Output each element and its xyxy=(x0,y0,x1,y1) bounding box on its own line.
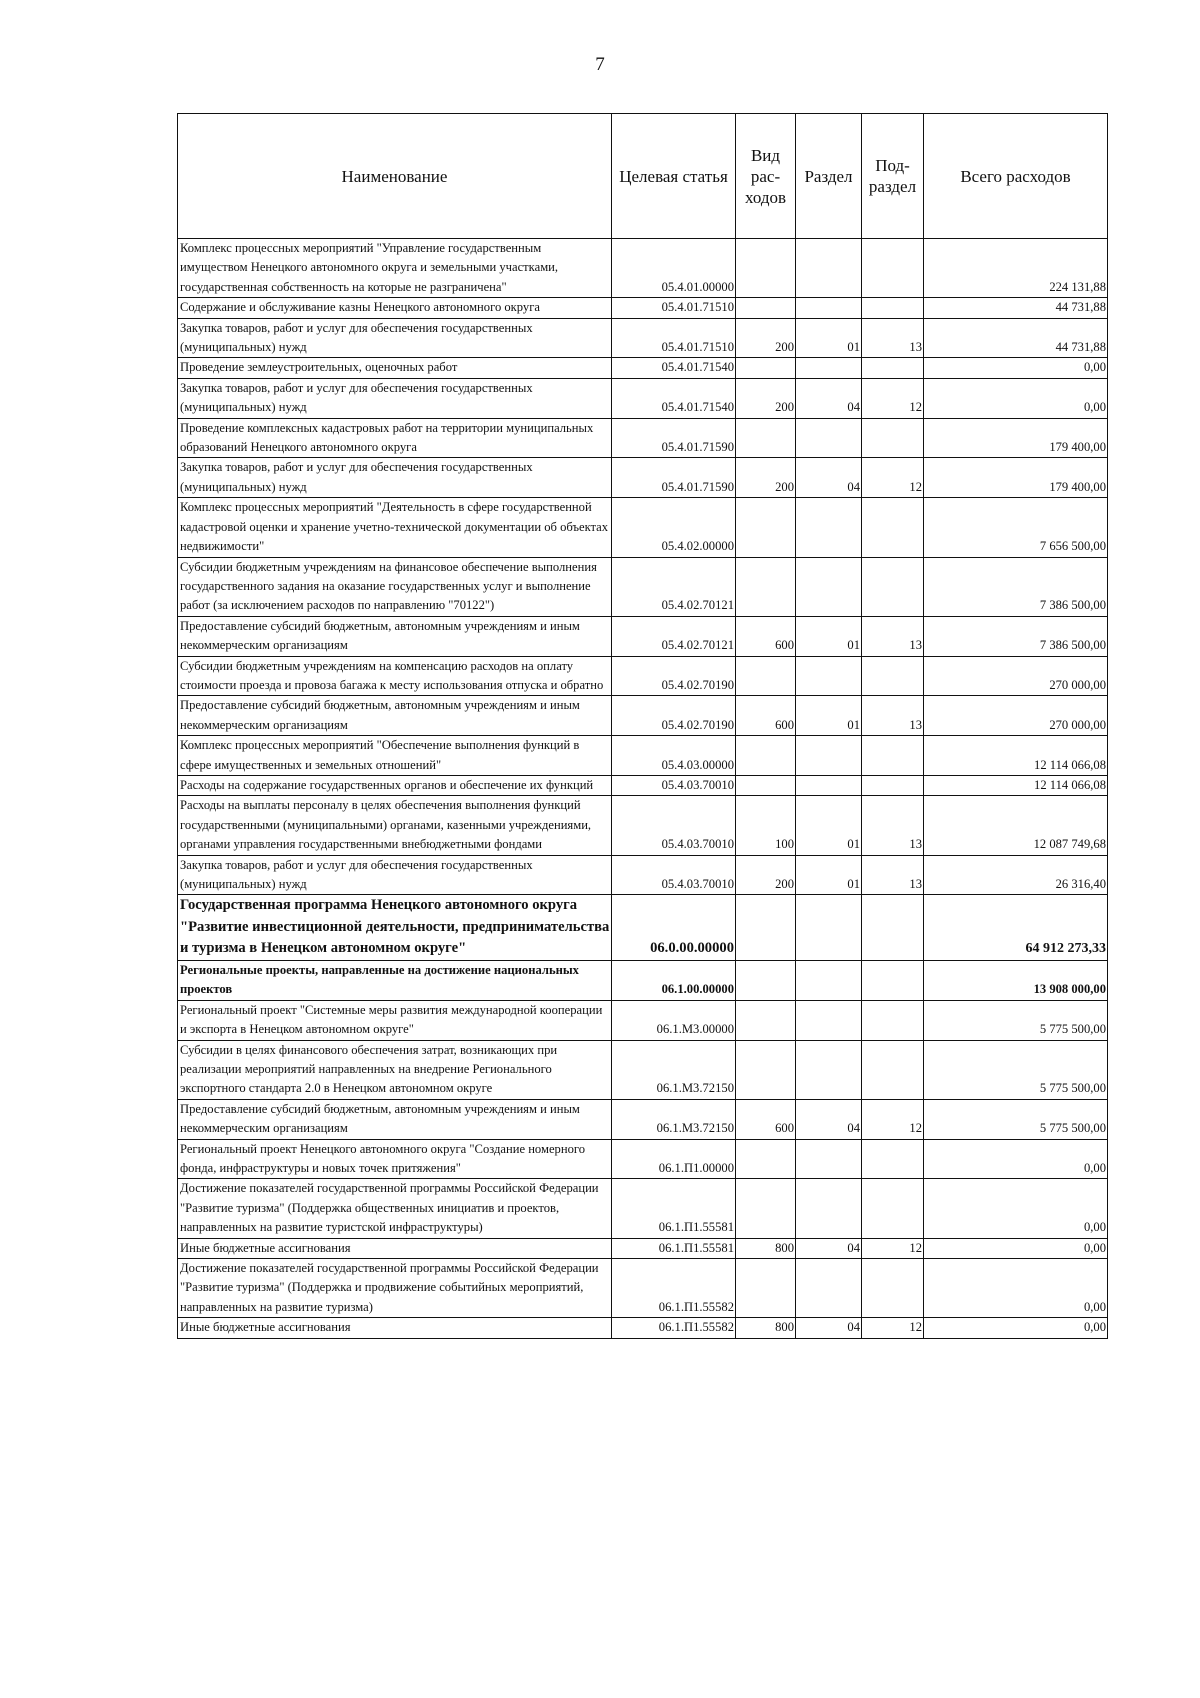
table-row xyxy=(178,656,1108,696)
row-target-code: 05.4.01.71540 xyxy=(612,378,736,418)
row-target-code: 05.4.01.71510 xyxy=(612,318,736,358)
row-name: Закупка товаров, работ и услуг для обеспечения государственных (муниципальных) нужд xyxy=(178,855,612,895)
row-expense-kind xyxy=(736,960,796,1000)
row-subsection xyxy=(862,895,924,961)
header-target: Целевая статья xyxy=(612,114,736,239)
row-expense-kind: 600 xyxy=(736,1099,796,1139)
row-total: 0,00 xyxy=(924,1259,1108,1318)
table-row xyxy=(178,418,1108,458)
row-target-code: 05.4.03.70010 xyxy=(612,775,736,795)
row-expense-kind: 800 xyxy=(736,1238,796,1258)
row-name: Предоставление субсидий бюджетным, автономным учреждениям и иным некоммерческим организациям xyxy=(178,616,612,656)
row-section xyxy=(796,960,862,1000)
row-expense-kind xyxy=(736,1000,796,1040)
row-subsection xyxy=(862,1000,924,1040)
row-target-code: 05.4.03.00000 xyxy=(612,736,736,776)
row-total: 224 131,88 xyxy=(924,239,1108,298)
row-name: Закупка товаров, работ и услуг для обеспечения государственных (муниципальных) нужд xyxy=(178,318,612,358)
row-name: Расходы на содержание государственных органов и обеспечение их функций xyxy=(178,775,612,795)
row-expense-kind xyxy=(736,775,796,795)
header-subsection: Под-раздел xyxy=(862,114,924,239)
row-expense-kind xyxy=(736,418,796,458)
row-target-code: 06.1.П1.55581 xyxy=(612,1179,736,1238)
row-expense-kind: 600 xyxy=(736,616,796,656)
row-total: 64 912 273,33 xyxy=(924,895,1108,961)
row-total: 44 731,88 xyxy=(924,318,1108,358)
header-kind: Вид рас-ходов xyxy=(736,114,796,239)
row-subsection xyxy=(862,775,924,795)
table-row xyxy=(178,1318,1108,1338)
row-name: Комплекс процессных мероприятий "Обеспечение выполнения функций в сфере имущественных и земельных отношений" xyxy=(178,736,612,776)
row-section: 01 xyxy=(796,855,862,895)
row-section: 01 xyxy=(796,616,862,656)
row-name: Проведение комплексных кадастровых работ на территории муниципальных образований Ненецкого автономного округа xyxy=(178,418,612,458)
row-expense-kind xyxy=(736,557,796,616)
row-section xyxy=(796,656,862,696)
row-section: 04 xyxy=(796,458,862,498)
row-target-code: 05.4.01.00000 xyxy=(612,239,736,298)
table-row xyxy=(178,378,1108,418)
row-subsection xyxy=(862,358,924,378)
header-section: Раздел xyxy=(796,114,862,239)
row-expense-kind: 200 xyxy=(736,378,796,418)
row-total: 0,00 xyxy=(924,1238,1108,1258)
row-total: 7 656 500,00 xyxy=(924,498,1108,557)
row-name: Комплекс процессных мероприятий "Управление государственным имуществом Ненецкого автономного округа и земельными участками, государственная собственность на которые не разграничена" xyxy=(178,239,612,298)
row-expense-kind xyxy=(736,358,796,378)
table-row xyxy=(178,298,1108,318)
row-section xyxy=(796,239,862,298)
row-section xyxy=(796,1179,862,1238)
row-name: Региональный проект "Системные меры развития международной кооперации и экспорта в Ненецком автономном округе" xyxy=(178,1000,612,1040)
row-name: Субсидии в целях финансового обеспечения затрат, возникающих при реализации мероприятий направленных на внедрение Регионального экспортного стандарта 2.0 в Ненецком автономном округе xyxy=(178,1040,612,1099)
header-total: Всего расходов xyxy=(924,114,1108,239)
table-row xyxy=(178,239,1108,298)
row-target-code: 05.4.03.70010 xyxy=(612,855,736,895)
row-section: 01 xyxy=(796,318,862,358)
row-section: 04 xyxy=(796,1238,862,1258)
row-section xyxy=(796,498,862,557)
row-subsection xyxy=(862,239,924,298)
table-row xyxy=(178,1000,1108,1040)
row-total: 0,00 xyxy=(924,1318,1108,1338)
row-target-code: 06.1.П1.55581 xyxy=(612,1238,736,1258)
row-section xyxy=(796,775,862,795)
row-expense-kind xyxy=(736,895,796,961)
table-row xyxy=(178,855,1108,895)
row-target-code: 05.4.02.70190 xyxy=(612,656,736,696)
row-target-code: 06.1.M3.72150 xyxy=(612,1040,736,1099)
table-row xyxy=(178,1040,1108,1099)
row-target-code: 06.1.П1.55582 xyxy=(612,1318,736,1338)
row-name: Иные бюджетные ассигнования xyxy=(178,1318,612,1338)
row-section: 01 xyxy=(796,796,862,855)
row-name: Региональный проект Ненецкого автономного округа "Создание номерного фонда, инфраструктуры и новых точек притяжения" xyxy=(178,1139,612,1179)
row-subsection xyxy=(862,1179,924,1238)
row-target-code: 06.1.П1.00000 xyxy=(612,1139,736,1179)
row-name: Предоставление субсидий бюджетным, автономным учреждениям и иным некоммерческим организациям xyxy=(178,1099,612,1139)
row-subsection: 12 xyxy=(862,1318,924,1338)
row-target-code: 05.4.01.71590 xyxy=(612,418,736,458)
row-section xyxy=(796,1040,862,1099)
row-subsection xyxy=(862,418,924,458)
row-subsection xyxy=(862,557,924,616)
row-target-code: 06.1.00.00000 xyxy=(612,960,736,1000)
row-section xyxy=(796,557,862,616)
row-section xyxy=(796,1259,862,1318)
row-target-code: 06.1.M3.00000 xyxy=(612,1000,736,1040)
row-target-code: 05.4.03.70010 xyxy=(612,796,736,855)
row-target-code: 05.4.01.71540 xyxy=(612,358,736,378)
row-expense-kind xyxy=(736,1139,796,1179)
row-section xyxy=(796,1000,862,1040)
row-total: 270 000,00 xyxy=(924,656,1108,696)
table-row xyxy=(178,318,1108,358)
table-row xyxy=(178,458,1108,498)
table-row xyxy=(178,696,1108,736)
row-section xyxy=(796,736,862,776)
row-total: 7 386 500,00 xyxy=(924,616,1108,656)
table-row xyxy=(178,557,1108,616)
row-subsection xyxy=(862,960,924,1000)
row-total: 12 087 749,68 xyxy=(924,796,1108,855)
row-name: Достижение показателей государственной программы Российской Федерации "Развитие туризма" (Поддержка общественных инициатив и проектов, направленных на развитие туристской инфраструктуры) xyxy=(178,1179,612,1238)
row-section: 04 xyxy=(796,1318,862,1338)
table-row xyxy=(178,775,1108,795)
row-section xyxy=(796,418,862,458)
row-subsection xyxy=(862,1259,924,1318)
header-name: Наименование xyxy=(178,114,612,239)
row-subsection: 12 xyxy=(862,1099,924,1139)
row-name: Проведение землеустроительных, оценочных работ xyxy=(178,358,612,378)
row-section: 04 xyxy=(796,1099,862,1139)
row-section xyxy=(796,298,862,318)
row-total: 0,00 xyxy=(924,378,1108,418)
row-expense-kind xyxy=(736,239,796,298)
table-row xyxy=(178,1139,1108,1179)
page-number: 7 xyxy=(595,54,605,75)
row-expense-kind: 200 xyxy=(736,318,796,358)
row-total: 12 114 066,08 xyxy=(924,736,1108,776)
row-expense-kind: 200 xyxy=(736,458,796,498)
row-total: 12 114 066,08 xyxy=(924,775,1108,795)
row-expense-kind xyxy=(736,298,796,318)
row-target-code: 05.4.01.71510 xyxy=(612,298,736,318)
budget-table xyxy=(177,113,1108,1339)
row-total: 5 775 500,00 xyxy=(924,1099,1108,1139)
table-row xyxy=(178,358,1108,378)
row-subsection: 12 xyxy=(862,458,924,498)
row-total: 179 400,00 xyxy=(924,418,1108,458)
row-expense-kind xyxy=(736,1040,796,1099)
table-row xyxy=(178,895,1108,961)
row-total: 7 386 500,00 xyxy=(924,557,1108,616)
row-total: 5 775 500,00 xyxy=(924,1040,1108,1099)
row-name: Субсидии бюджетным учреждениям на компенсацию расходов на оплату стоимости проезда и провоза багажа к месту использования отпуска и обратно xyxy=(178,656,612,696)
table-row xyxy=(178,736,1108,776)
row-total: 270 000,00 xyxy=(924,696,1108,736)
row-target-code: 05.4.02.00000 xyxy=(612,498,736,557)
table-row xyxy=(178,1259,1108,1318)
row-section xyxy=(796,358,862,378)
row-expense-kind xyxy=(736,1179,796,1238)
row-subsection xyxy=(862,656,924,696)
row-expense-kind: 100 xyxy=(736,796,796,855)
row-total: 5 775 500,00 xyxy=(924,1000,1108,1040)
row-name: Содержание и обслуживание казны Ненецкого автономного округа xyxy=(178,298,612,318)
row-subsection: 12 xyxy=(862,378,924,418)
row-expense-kind: 800 xyxy=(736,1318,796,1338)
table-row xyxy=(178,616,1108,656)
row-name: Региональные проекты, направленные на достижение национальных проектов xyxy=(178,960,612,1000)
row-subsection: 13 xyxy=(862,616,924,656)
row-total: 0,00 xyxy=(924,1179,1108,1238)
row-total: 0,00 xyxy=(924,1139,1108,1179)
table-row xyxy=(178,1179,1108,1238)
row-subsection xyxy=(862,736,924,776)
row-subsection xyxy=(862,298,924,318)
row-target-code: 06.1.M3.72150 xyxy=(612,1099,736,1139)
row-name: Предоставление субсидий бюджетным, автономным учреждениям и иным некоммерческим организациям xyxy=(178,696,612,736)
row-expense-kind xyxy=(736,498,796,557)
table-body xyxy=(178,239,1108,1339)
row-expense-kind xyxy=(736,736,796,776)
row-total: 44 731,88 xyxy=(924,298,1108,318)
row-target-code: 05.4.02.70190 xyxy=(612,696,736,736)
row-subsection xyxy=(862,1040,924,1099)
row-name: Закупка товаров, работ и услуг для обеспечения государственных (муниципальных) нужд xyxy=(178,378,612,418)
row-target-code: 05.4.01.71590 xyxy=(612,458,736,498)
row-subsection: 13 xyxy=(862,696,924,736)
table-row xyxy=(178,796,1108,855)
row-total: 179 400,00 xyxy=(924,458,1108,498)
row-name: Достижение показателей государственной программы Российской Федерации "Развитие туризма" (Поддержка и продвижение событийных мероприятий, направленных на развитие туризма) xyxy=(178,1259,612,1318)
row-target-code: 06.1.П1.55582 xyxy=(612,1259,736,1318)
row-total: 13 908 000,00 xyxy=(924,960,1108,1000)
row-expense-kind xyxy=(736,1259,796,1318)
table-row xyxy=(178,498,1108,557)
row-expense-kind: 200 xyxy=(736,855,796,895)
row-subsection xyxy=(862,1139,924,1179)
row-section xyxy=(796,895,862,961)
row-section: 01 xyxy=(796,696,862,736)
row-target-code: 05.4.02.70121 xyxy=(612,557,736,616)
table-row xyxy=(178,960,1108,1000)
row-subsection: 13 xyxy=(862,318,924,358)
table-header-row xyxy=(178,114,1108,239)
row-subsection: 12 xyxy=(862,1238,924,1258)
row-target-code: 06.0.00.00000 xyxy=(612,895,736,961)
row-section xyxy=(796,1139,862,1179)
row-subsection xyxy=(862,498,924,557)
row-name: Государственная программа Ненецкого автономного округа "Развитие инвестиционной деятельности, предпринимательства и туризма в Ненецком автономном округе" xyxy=(178,895,612,961)
row-total: 26 316,40 xyxy=(924,855,1108,895)
row-name: Расходы на выплаты персоналу в целях обеспечения выполнения функций государственными (муниципальными) органами, казенными учреждениями, органами управления государственными внебюджетными фондами xyxy=(178,796,612,855)
row-section: 04 xyxy=(796,378,862,418)
row-subsection: 13 xyxy=(862,855,924,895)
row-name: Комплекс процессных мероприятий "Деятельность в сфере государственной кадастровой оценки и хранение учетно-технической документации об объектах недвижимости" xyxy=(178,498,612,557)
row-subsection: 13 xyxy=(862,796,924,855)
table-row xyxy=(178,1238,1108,1258)
row-expense-kind: 600 xyxy=(736,696,796,736)
row-name: Субсидии бюджетным учреждениям на финансовое обеспечение выполнения государственного задания на оказание государственных услуг и выполнение работ (за исключением расходов по направлению "70122") xyxy=(178,557,612,616)
table-row xyxy=(178,1099,1108,1139)
row-name: Закупка товаров, работ и услуг для обеспечения государственных (муниципальных) нужд xyxy=(178,458,612,498)
row-name: Иные бюджетные ассигнования xyxy=(178,1238,612,1258)
row-total: 0,00 xyxy=(924,358,1108,378)
row-expense-kind xyxy=(736,656,796,696)
row-target-code: 05.4.02.70121 xyxy=(612,616,736,656)
